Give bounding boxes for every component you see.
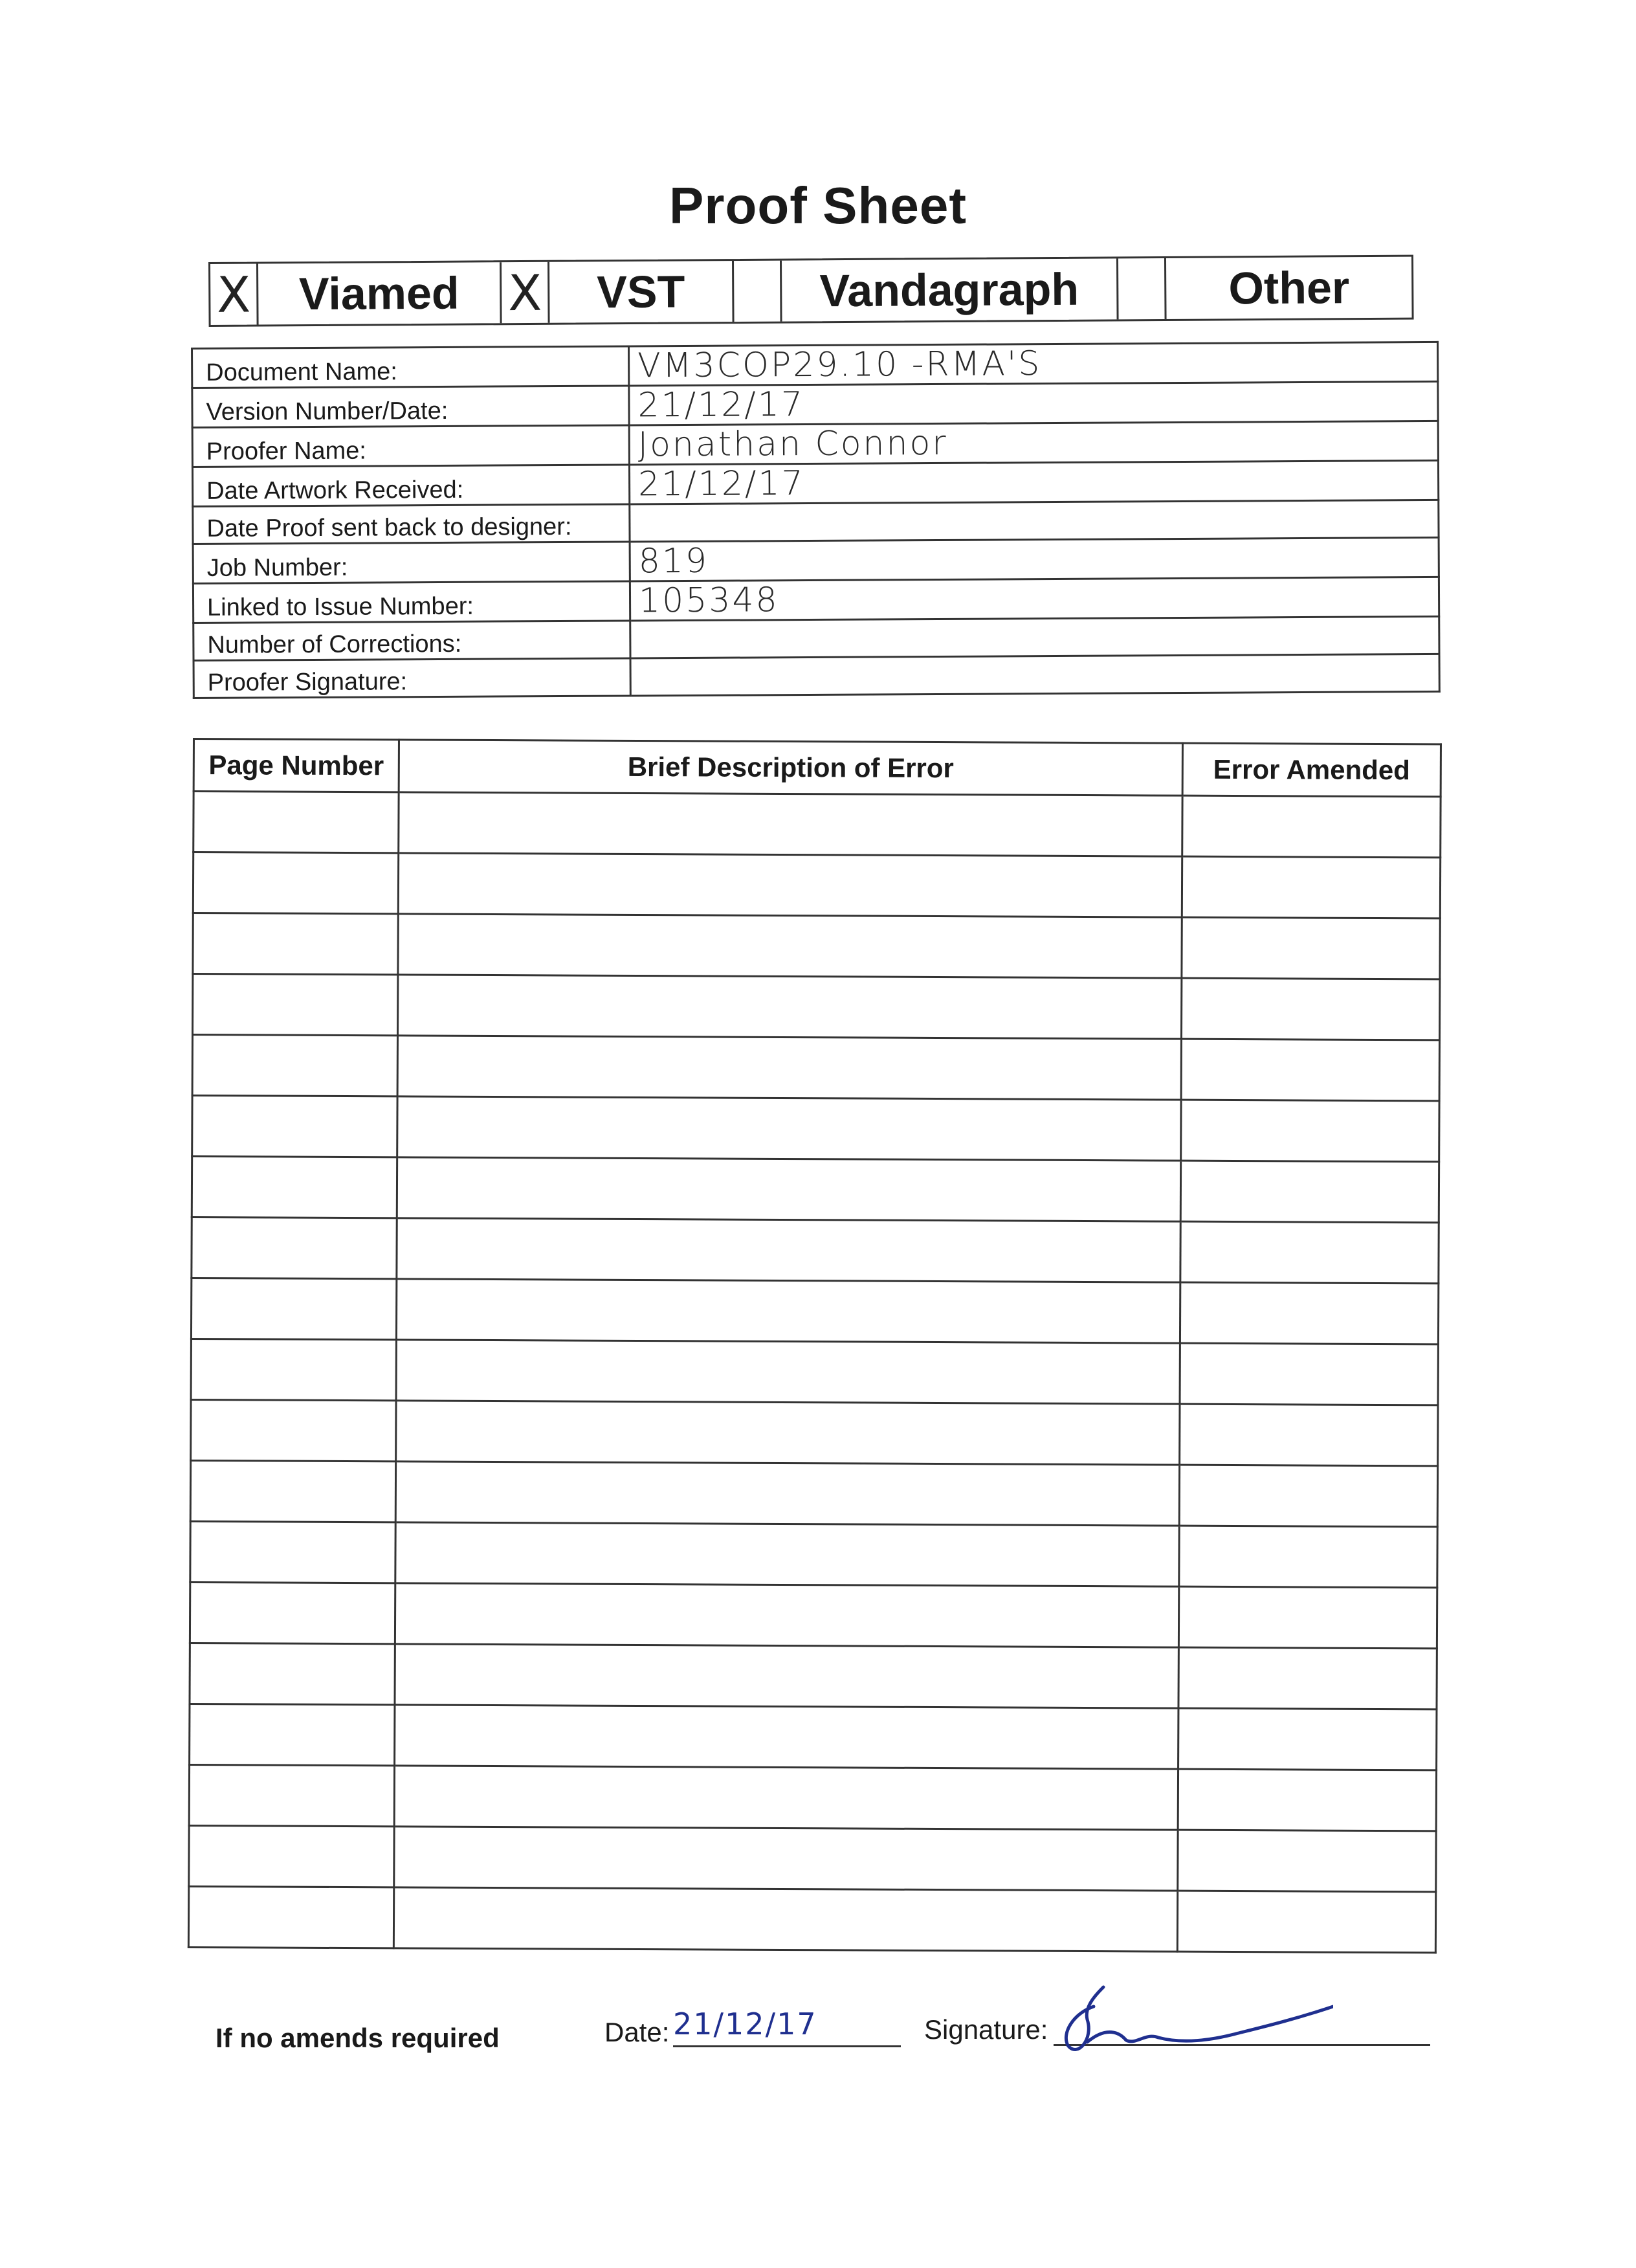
page-number-cell[interactable] [190, 1643, 395, 1704]
document-details-table [191, 341, 1441, 699]
error-log-table [188, 738, 1442, 1953]
error-row [190, 1582, 1437, 1648]
description-cell[interactable] [394, 1766, 1178, 1830]
error-row [189, 1825, 1436, 1891]
error-row [192, 1096, 1439, 1162]
amended-cell[interactable] [1180, 1282, 1438, 1344]
page-number-cell[interactable] [190, 1460, 395, 1522]
detail-row [193, 616, 1439, 660]
footer-date-value[interactable]: 21/12/17 [673, 2007, 817, 2041]
amended-cell[interactable] [1180, 1343, 1438, 1405]
detail-value-field[interactable] [630, 654, 1439, 696]
error-row [193, 852, 1440, 918]
description-cell[interactable] [397, 1096, 1181, 1161]
page-number-cell[interactable] [189, 1764, 394, 1826]
page-title: Proof Sheet [669, 177, 967, 234]
page-number-cell[interactable] [190, 1521, 395, 1583]
error-row [191, 1339, 1438, 1405]
footer-date-label: Date: [604, 2017, 670, 2047]
description-cell[interactable] [397, 1218, 1180, 1282]
page-number-cell[interactable] [192, 1096, 397, 1157]
company-checkbox-viamed[interactable] [210, 264, 259, 325]
page-number-cell[interactable] [192, 974, 397, 1036]
detail-row [192, 381, 1438, 427]
company-label-other: Other [1228, 262, 1350, 314]
amended-cell[interactable] [1181, 1100, 1439, 1162]
company-label-vandagraph: Vandagraph [782, 258, 1119, 321]
amended-cell[interactable] [1180, 1221, 1439, 1284]
error-row [192, 1217, 1439, 1283]
error-row [192, 974, 1439, 1040]
page-number-cell[interactable] [192, 1217, 397, 1278]
description-cell[interactable] [397, 975, 1181, 1039]
error-row [189, 1764, 1436, 1830]
description-cell[interactable] [395, 1644, 1178, 1708]
page-number-cell[interactable] [190, 1704, 395, 1765]
amended-cell[interactable] [1181, 1039, 1439, 1101]
amended-cell[interactable] [1182, 795, 1441, 858]
no-amends-label: If no amends required [216, 2023, 500, 2053]
amended-cell[interactable] [1178, 1647, 1437, 1709]
footer-signature-label: Signature: [924, 2014, 1048, 2045]
description-cell[interactable] [397, 1157, 1180, 1221]
amended-cell[interactable] [1179, 1465, 1437, 1527]
detail-label: Version Number/Date: [192, 386, 629, 428]
footer [0, 1981, 1636, 2097]
error-row [190, 1704, 1437, 1770]
description-cell[interactable] [395, 1583, 1178, 1647]
page-number-cell[interactable] [193, 913, 398, 975]
column-header-page-number: Page Number [193, 739, 399, 792]
description-cell[interactable] [397, 1036, 1181, 1100]
check-mark-icon [739, 266, 775, 318]
page-number-cell[interactable] [193, 852, 398, 914]
description-cell[interactable] [395, 1522, 1179, 1586]
detail-row [193, 537, 1439, 583]
amended-cell[interactable] [1182, 856, 1440, 918]
detail-row [192, 342, 1438, 388]
signature-mark [1048, 1981, 1333, 2065]
detail-label: Document Name: [192, 346, 629, 388]
company-selector [208, 255, 1414, 327]
description-cell[interactable] [396, 1340, 1180, 1404]
company-checkbox-vandagraph[interactable] [734, 261, 782, 322]
error-row [193, 913, 1440, 979]
detail-value-field[interactable]: 819 [630, 537, 1439, 581]
detail-label: Linked to Issue Number: [193, 581, 630, 623]
description-cell[interactable] [393, 1887, 1177, 1951]
detail-value-field[interactable]: 21/12/17 [629, 460, 1438, 504]
description-cell[interactable] [398, 853, 1182, 917]
error-row [191, 1278, 1438, 1344]
error-row [190, 1643, 1437, 1709]
page-number-cell[interactable] [190, 1582, 395, 1643]
detail-row [193, 500, 1439, 544]
description-cell[interactable] [396, 1279, 1180, 1343]
detail-label: Date Artwork Received: [192, 465, 629, 507]
description-cell[interactable] [398, 914, 1182, 978]
detail-row [193, 577, 1439, 623]
page-number-cell[interactable] [192, 1035, 397, 1096]
check-mark-icon: X [216, 265, 251, 324]
error-row [192, 1157, 1439, 1223]
column-header-description: Brief Description of Error [399, 740, 1182, 795]
amended-cell[interactable] [1180, 1404, 1438, 1466]
page-number-cell[interactable] [192, 1157, 397, 1218]
company-checkbox-other[interactable] [1118, 258, 1167, 319]
column-header-amended: Error Amended [1182, 743, 1441, 797]
page-number-cell[interactable] [191, 1278, 396, 1339]
amended-cell[interactable] [1180, 1161, 1439, 1223]
amended-cell[interactable] [1182, 917, 1440, 979]
amended-cell[interactable] [1178, 1769, 1436, 1831]
page-number-cell[interactable] [191, 1339, 396, 1400]
detail-value-field[interactable] [630, 616, 1439, 658]
amended-cell[interactable] [1181, 978, 1439, 1040]
detail-value-field[interactable]: 21/12/17 [629, 381, 1438, 425]
page-number-cell[interactable] [188, 1886, 393, 1948]
detail-label: Proofer Signature: [193, 658, 630, 698]
description-cell[interactable] [395, 1462, 1179, 1526]
detail-label: Date Proof sent back to designer: [193, 504, 630, 544]
error-row [193, 792, 1441, 858]
detail-row [193, 654, 1439, 698]
error-table-header [193, 739, 1441, 797]
detail-value-field[interactable]: Jonathan Connor [629, 421, 1438, 465]
error-row [192, 1035, 1439, 1101]
page-number-cell[interactable] [189, 1825, 394, 1887]
error-row [190, 1460, 1437, 1526]
amended-cell[interactable] [1179, 1526, 1437, 1588]
error-row [190, 1521, 1437, 1587]
amended-cell[interactable] [1178, 1708, 1437, 1770]
amended-cell[interactable] [1178, 1830, 1436, 1892]
detail-value-field[interactable]: 105348 [630, 577, 1439, 621]
detail-value-field[interactable] [630, 500, 1439, 542]
detail-label: Job Number: [193, 542, 630, 584]
page-number-cell[interactable] [191, 1399, 396, 1461]
detail-row [192, 421, 1438, 467]
company-label-viamed: Viamed [258, 262, 502, 324]
check-mark-icon [1123, 263, 1160, 315]
error-row [191, 1399, 1438, 1465]
company-checkbox-vst[interactable] [502, 262, 550, 323]
description-cell[interactable] [396, 1401, 1180, 1465]
detail-label: Number of Corrections: [193, 621, 630, 661]
page-number-cell[interactable] [193, 792, 399, 853]
error-row [188, 1886, 1435, 1952]
description-cell[interactable] [399, 792, 1182, 856]
description-cell[interactable] [395, 1705, 1178, 1769]
detail-row [192, 460, 1438, 506]
amended-cell[interactable] [1177, 1891, 1435, 1953]
amended-cell[interactable] [1178, 1586, 1437, 1649]
company-label-vst: VST [549, 261, 735, 323]
detail-label: Proofer Name: [192, 425, 629, 467]
detail-value-field[interactable]: VM3COP29.10 -RMA'S [628, 342, 1437, 386]
description-cell[interactable] [394, 1827, 1178, 1891]
footer-date-line [673, 2045, 901, 2047]
check-mark-icon: X [507, 263, 542, 322]
